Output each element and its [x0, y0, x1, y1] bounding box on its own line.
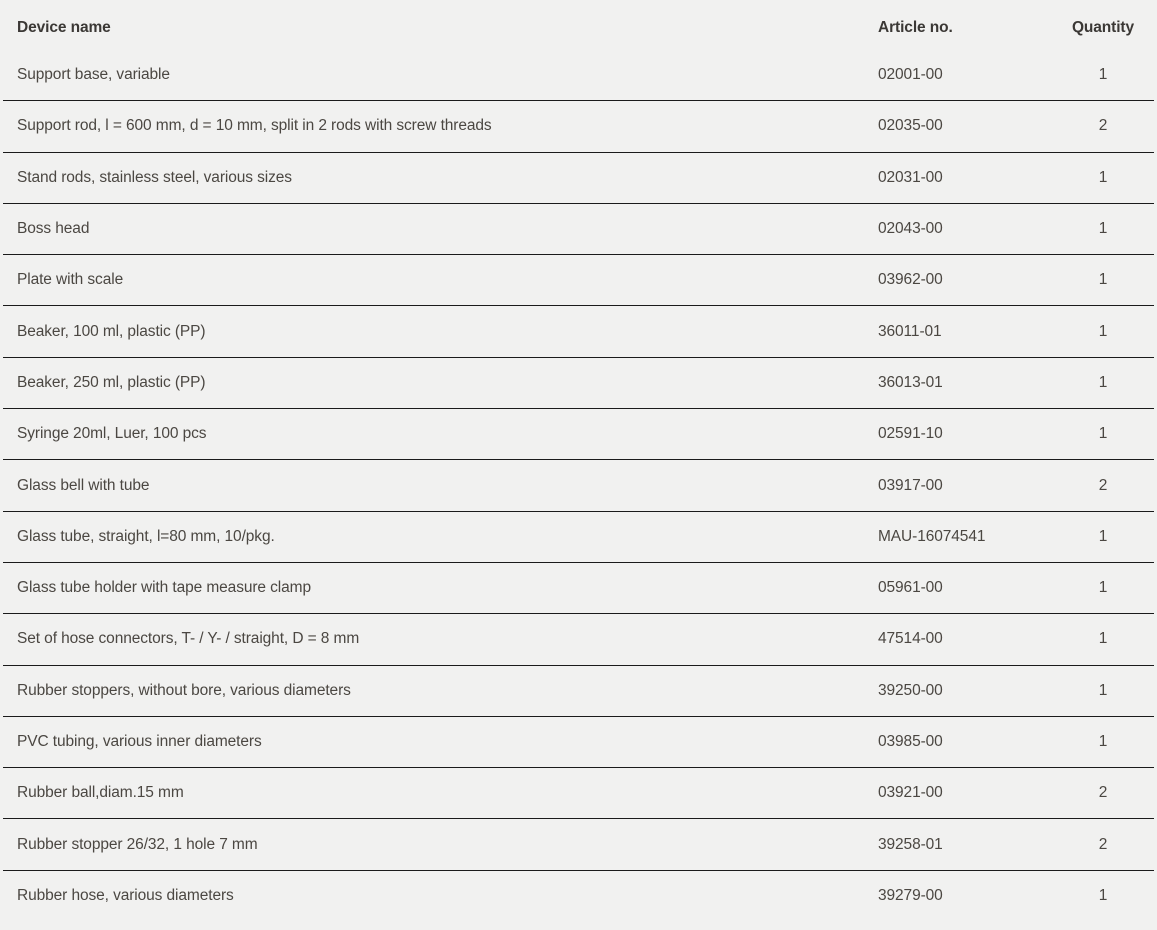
table-row — [3, 358, 1154, 409]
article-no-cell: 02591-10 — [878, 425, 943, 443]
quantity-cell: 1 — [1098, 887, 1108, 905]
quantity-cell: 2 — [1098, 476, 1108, 494]
table-row — [3, 204, 1154, 255]
article-no-cell: MAU-16074541 — [878, 527, 986, 545]
article-no-cell: 39258-01 — [878, 835, 943, 853]
quantity-cell: 2 — [1098, 117, 1108, 135]
article-no-cell: 47514-00 — [878, 630, 943, 648]
table-row — [3, 666, 1154, 717]
article-no-cell: 03962-00 — [878, 271, 943, 289]
quantity-cell: 2 — [1098, 835, 1108, 853]
table-row — [3, 512, 1154, 563]
device-name-cell: Glass bell with tube — [17, 476, 150, 494]
article-no-cell: 05961-00 — [878, 579, 943, 597]
device-name-cell: PVC tubing, various inner diameters — [17, 733, 262, 750]
device-name-cell: Rubber stoppers, without bore, various diameters — [17, 681, 351, 699]
quantity-cell: 1 — [1098, 681, 1108, 699]
article-no-cell: 03985-00 — [878, 733, 943, 750]
table-row — [3, 717, 1154, 768]
quantity-cell: 1 — [1098, 66, 1108, 84]
table-row — [3, 306, 1154, 357]
device-name-cell: Plate with scale — [17, 271, 124, 289]
device-name-cell: Glass tube, straight, l=80 mm, 10/pkg. — [17, 527, 275, 545]
article-no-cell: 03921-00 — [878, 784, 943, 802]
device-name-cell: Syringe 20ml, Luer, 100 pcs — [17, 425, 207, 443]
quantity-cell: 1 — [1098, 373, 1108, 391]
table-row — [3, 614, 1154, 665]
device-name-cell: Boss head — [17, 220, 90, 238]
article-no-cell: 03917-00 — [878, 476, 943, 494]
table-row — [3, 255, 1154, 306]
article-no-cell: 39250-00 — [878, 681, 943, 699]
device-name-cell: Stand rods, stainless steel, various sizes — [17, 168, 292, 186]
quantity-cell: 1 — [1098, 271, 1108, 289]
device-name-cell: Beaker, 100 ml, plastic (PP) — [17, 322, 206, 340]
article-no-cell: 02035-00 — [878, 117, 943, 135]
column-header-device-name: Device name — [17, 19, 111, 36]
table-row — [3, 460, 1154, 511]
table-row — [3, 153, 1154, 204]
column-header-quantity: Quantity — [1071, 19, 1135, 36]
article-no-cell: 02001-00 — [878, 66, 943, 84]
device-name-cell: Support rod, l = 600 mm, d = 10 mm, split in 2 rods with screw threads — [17, 117, 492, 135]
device-name-cell: Beaker, 250 ml, plastic (PP) — [17, 373, 206, 391]
device-name-cell: Rubber ball,diam.15 mm — [17, 784, 184, 802]
column-header-article-no: Article no. — [878, 19, 953, 36]
article-no-cell: 02043-00 — [878, 220, 943, 238]
table-header-row — [3, 6, 1154, 50]
table-row — [3, 409, 1154, 460]
article-no-cell: 39279-00 — [878, 887, 943, 905]
quantity-cell: 1 — [1098, 168, 1108, 186]
quantity-cell: 1 — [1098, 630, 1108, 648]
device-name-cell: Glass tube holder with tape measure clamp — [17, 579, 311, 597]
quantity-cell: 1 — [1098, 579, 1108, 597]
device-name-cell: Set of hose connectors, T- / Y- / straight, D = 8 mm — [17, 630, 360, 648]
table-row — [3, 871, 1154, 922]
quantity-cell: 1 — [1098, 425, 1108, 443]
table-row — [3, 819, 1154, 870]
article-no-cell: 02031-00 — [878, 168, 943, 186]
quantity-cell: 1 — [1098, 220, 1108, 238]
quantity-cell: 1 — [1098, 322, 1108, 340]
table-row — [3, 50, 1154, 101]
article-no-cell: 36013-01 — [878, 373, 943, 391]
quantity-cell: 2 — [1098, 784, 1108, 802]
table-row — [3, 101, 1154, 152]
quantity-cell: 1 — [1098, 527, 1108, 545]
device-name-cell: Rubber stopper 26/32, 1 hole 7 mm — [17, 835, 258, 853]
device-name-cell: Rubber hose, various diameters — [17, 887, 234, 905]
equipment-table — [3, 6, 1154, 922]
article-no-cell: 36011-01 — [878, 322, 942, 340]
table-row — [3, 768, 1154, 819]
device-name-cell: Support base, variable — [17, 66, 170, 84]
quantity-cell: 1 — [1098, 733, 1108, 750]
table-row — [3, 563, 1154, 614]
